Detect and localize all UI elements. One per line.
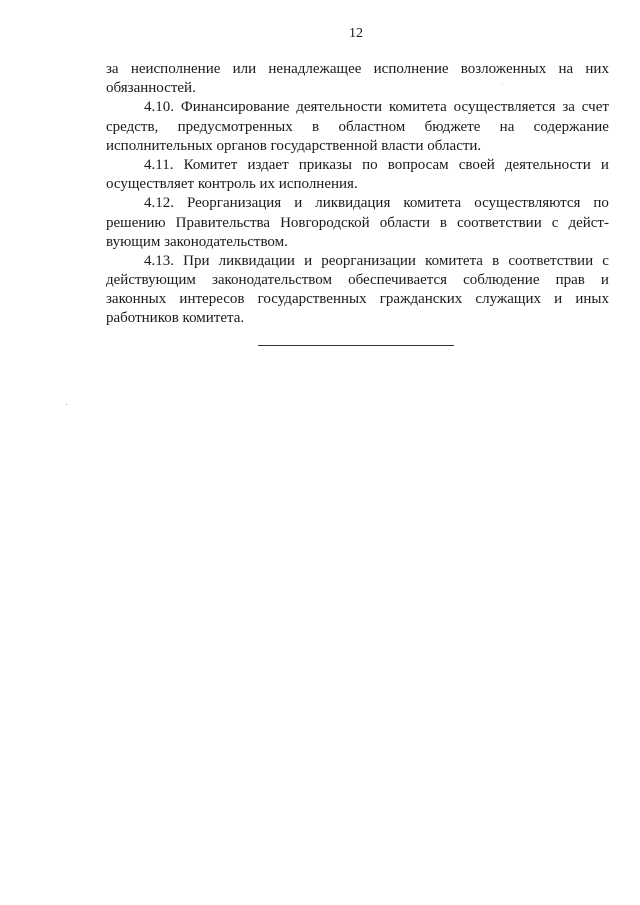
word: При bbox=[183, 252, 210, 269]
word: Новгородской bbox=[280, 214, 370, 231]
word: реорганизации bbox=[321, 252, 416, 269]
text-line bbox=[106, 60, 609, 79]
word: вующим законодательством. bbox=[106, 233, 288, 250]
text-line bbox=[106, 98, 609, 117]
word: 4.10. bbox=[144, 99, 174, 116]
word: дейст- bbox=[568, 214, 609, 231]
word: осуществляет контроль их исполнения. bbox=[106, 176, 358, 193]
word: средств, bbox=[106, 118, 159, 135]
paragraph-continuation bbox=[106, 60, 609, 98]
word: ликвидации bbox=[218, 252, 295, 269]
text-line bbox=[106, 271, 609, 290]
word: своей bbox=[458, 156, 495, 173]
paragraph-p4-12 bbox=[106, 194, 609, 252]
word: обязанностей. bbox=[106, 80, 196, 97]
word: приказы bbox=[298, 156, 353, 173]
word: в bbox=[492, 252, 500, 269]
word: прав bbox=[555, 272, 585, 289]
word: ликвидация bbox=[315, 195, 391, 212]
word: гражданских bbox=[379, 291, 463, 308]
word: законодательством bbox=[211, 272, 332, 289]
word: областном bbox=[338, 118, 406, 135]
word: 4.12. bbox=[144, 195, 174, 212]
word: и bbox=[600, 156, 609, 173]
word: исполнительных органов государственной власти области. bbox=[106, 137, 482, 154]
word: на bbox=[558, 61, 574, 77]
word: и bbox=[600, 272, 609, 289]
paragraph-p4-13 bbox=[106, 252, 609, 329]
word: Комитет bbox=[183, 156, 238, 173]
word: и bbox=[554, 291, 563, 308]
word: комитета bbox=[425, 252, 483, 269]
word: решению bbox=[106, 214, 166, 231]
word: комитета bbox=[403, 195, 462, 212]
word: содержание bbox=[533, 118, 609, 135]
word: за bbox=[106, 61, 119, 77]
scan-speck bbox=[502, 83, 503, 84]
paragraph-p4-11 bbox=[106, 156, 609, 194]
word: соответствии bbox=[456, 214, 542, 231]
word: по bbox=[593, 195, 609, 212]
word: Правительства bbox=[175, 214, 271, 231]
word: ненадлежащее bbox=[268, 61, 362, 77]
word: 4.13. bbox=[144, 252, 174, 269]
word: Реорганизация bbox=[186, 195, 282, 212]
word: государственных bbox=[257, 291, 367, 308]
word: на bbox=[499, 118, 515, 135]
word: и bbox=[294, 195, 303, 212]
word: по bbox=[362, 156, 378, 173]
word: возложенных bbox=[460, 61, 547, 77]
word: и bbox=[304, 252, 313, 269]
word: деятельности bbox=[504, 156, 591, 173]
word: вопросам bbox=[387, 156, 449, 173]
text-line bbox=[106, 175, 609, 194]
end-of-text-rule bbox=[258, 345, 454, 346]
word: или bbox=[232, 61, 257, 77]
word: счет bbox=[581, 99, 609, 116]
word: иных bbox=[575, 291, 609, 308]
word: с bbox=[602, 252, 609, 269]
word: интересов bbox=[179, 291, 245, 308]
word: исполнение bbox=[373, 61, 449, 77]
word: соблюдение bbox=[463, 272, 540, 289]
word: действующим bbox=[106, 272, 196, 289]
scan-speck bbox=[66, 404, 67, 405]
word: издает bbox=[247, 156, 289, 173]
text-line bbox=[106, 156, 609, 175]
word: бюджете bbox=[424, 118, 481, 135]
word: осуществляется bbox=[453, 99, 556, 116]
word: законных bbox=[106, 291, 167, 308]
text-line bbox=[106, 214, 609, 233]
text-line bbox=[106, 233, 609, 252]
text-line bbox=[106, 252, 609, 271]
word: них bbox=[585, 61, 609, 77]
text-line bbox=[106, 309, 609, 328]
text-line bbox=[106, 137, 609, 156]
text-line bbox=[106, 194, 609, 213]
word: осуществляются bbox=[474, 195, 581, 212]
text-line bbox=[106, 79, 609, 98]
word: Финансирование bbox=[180, 99, 290, 116]
text-line bbox=[106, 118, 609, 137]
word: с bbox=[551, 214, 559, 231]
page-number: 12 bbox=[349, 26, 363, 41]
word: обеспечивается bbox=[348, 272, 448, 289]
word: служащих bbox=[475, 291, 541, 308]
word: области bbox=[379, 214, 430, 231]
word: в bbox=[439, 214, 447, 231]
document-body bbox=[106, 60, 609, 329]
paragraph-p4-10 bbox=[106, 98, 609, 156]
word: неисполнение bbox=[130, 61, 221, 77]
word: в bbox=[312, 118, 320, 135]
word: соответствии bbox=[508, 252, 594, 269]
text-line bbox=[106, 290, 609, 309]
word: за bbox=[562, 99, 575, 116]
word: 4.11. bbox=[144, 156, 174, 173]
word: работников комитета. bbox=[106, 310, 245, 327]
word: предусмотренных bbox=[177, 118, 293, 135]
word: комитета bbox=[388, 99, 447, 116]
word: деятельности bbox=[296, 99, 383, 116]
